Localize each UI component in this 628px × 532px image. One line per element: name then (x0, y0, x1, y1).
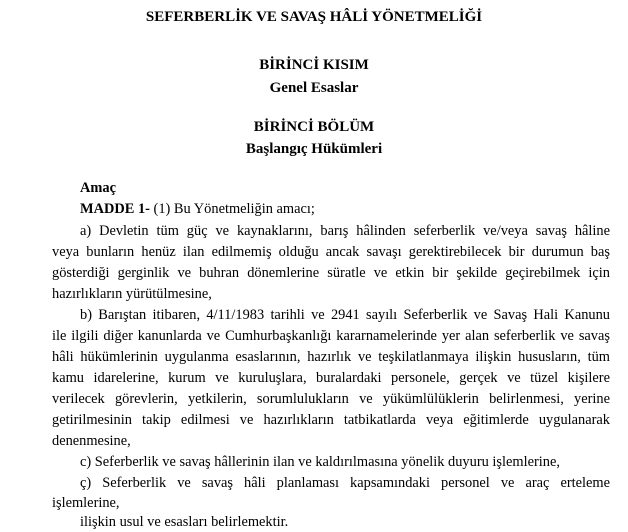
article-line (80, 201, 315, 218)
paragraph-a-line-4: hazırlıkların yürütülmesine, (52, 286, 212, 302)
part-heading: BİRİNCİ KISIM (259, 57, 369, 73)
paragraph-b-line-2: ile ilgili diğer kanunlarda ve Cumhurbaşkanlığı kararnamelerinde yer alan seferberlik ve savaş (52, 328, 610, 344)
paragraph-b-line-4: kamu idarelerine, kurum ve kuruluşlara, buralardaki personele, gerçek ve tüzel kişilere (52, 370, 610, 386)
chapter-heading: BİRİNCİ BÖLÜM (253, 119, 375, 135)
section-heading: Amaç (80, 180, 116, 196)
chapter-subtitle: Başlangıç Hükümleri (245, 141, 383, 157)
closing-line: ilişkin usul ve esasları belirlemektir. (80, 514, 289, 530)
paragraph-c: c) Seferberlik ve savaş hâllerinin ilan ve kaldırılmasına yönelik duyuru işlemlerine, (80, 454, 560, 470)
document-title: SEFERBERLİK VE SAVAŞ HÂLİ YÖNETMELİĞİ (145, 9, 483, 25)
paragraph-a-line-3: gösterdiği gerginlik ve buhran dönemlerine süratle ve etkin bir şekilde geçirebilmek için (52, 265, 610, 281)
paragraph-b-line-3: hâli hükümlerinin uygulanma esaslarının, hazırlık ve teşkilatlanmaya ilişkin hususların, tüm (52, 349, 610, 365)
article-intro: (1) Bu Yönetmeliğin amacı; (149, 201, 315, 217)
paragraph-b-line-5: verilecek görevlerin, yetkilerin, sorumlulukların ve yükümlülüklerin belirlenmesi, yerine (52, 391, 610, 407)
paragraph-a-line-2: veya bunların henüz ilan edilmemiş olduğu ancak savaşı gerektirebilecek bir durumun baş (52, 244, 610, 260)
paragraph-cc-line-2: işlemlerine, (52, 495, 120, 511)
article-label: MADDE 1- (80, 201, 150, 217)
paragraph-b-line-7: denenmesine, (52, 433, 131, 449)
part-subtitle: Genel Esaslar (269, 80, 359, 96)
paragraph-b-line-6: getirilmesinin takip edilmesi ve hazırlıkların tatbikatlarda veya eğitimlerde uygulanarak (52, 412, 610, 428)
paragraph-cc-line-1: ç) Seferberlik ve savaş hâli planlaması kapsamındaki personel ve araç erteleme (80, 475, 610, 491)
paragraph-a-line-1: a) Devletin tüm güç ve kaynaklarını, barış hâlinden seferberlik ve/veya savaş hâline (80, 223, 610, 239)
paragraph-b-line-1: b) Barıştan itibaren, 4/11/1983 tarihli ve 2941 sayılı Seferberlik ve Savaş Hali Kanunu (80, 307, 610, 323)
